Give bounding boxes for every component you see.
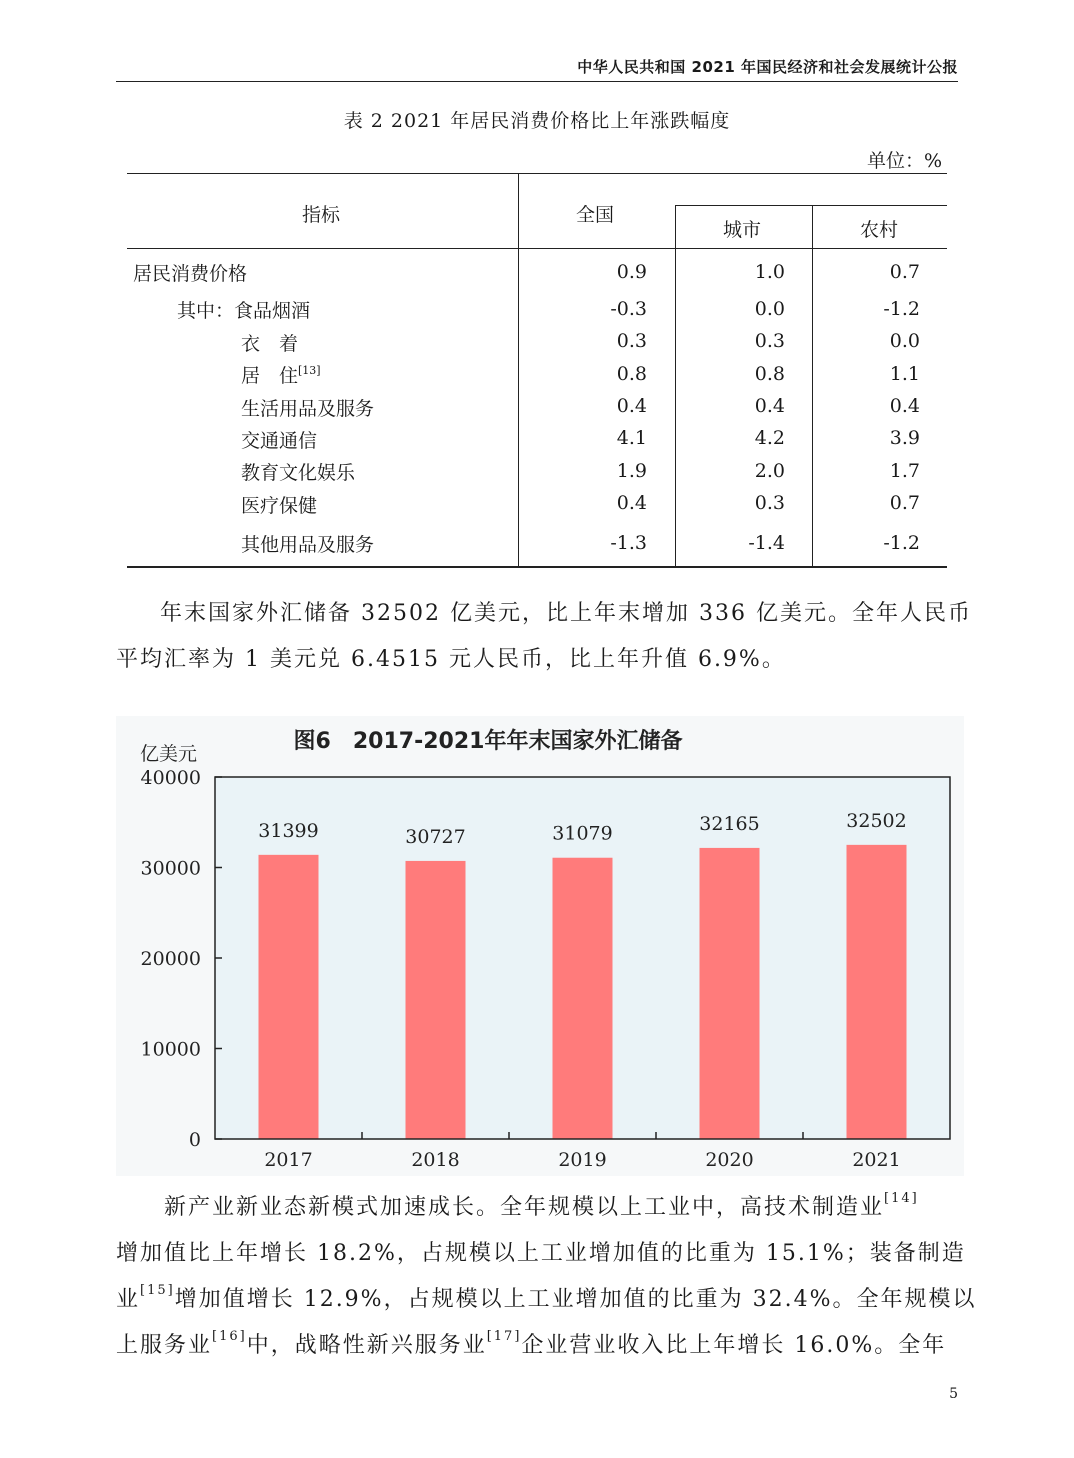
row-rural: 0.4	[889, 395, 920, 417]
header-indicator: 指标	[302, 204, 341, 226]
row-label: 交通通信	[241, 430, 318, 452]
paragraph-line: 增加值比上年增长 18.2%，占规模以上工业增加值的比重为 15.1%；装备制造	[116, 1241, 966, 1266]
table-unit: 单位：%	[866, 150, 942, 172]
y-tick-label: 40000	[140, 767, 201, 789]
footnote-ref: [15]	[140, 1283, 175, 1298]
bar-value-label: 32502	[846, 809, 907, 832]
y-tick-label: 20000	[140, 948, 201, 970]
row-urban: -1.4	[748, 532, 785, 554]
header-rule	[116, 81, 958, 82]
table-header-rule	[127, 248, 947, 249]
row-national: 0.4	[616, 395, 647, 417]
row-urban: 2.0	[754, 460, 785, 482]
row-rural: 0.0	[889, 330, 920, 352]
x-tick-label: 2018	[411, 1149, 460, 1171]
bar-value-label: 30727	[405, 825, 466, 848]
row-urban: 0.3	[754, 492, 785, 514]
row-rural: 0.7	[889, 492, 920, 514]
row-label: 居民消费价格	[133, 263, 248, 285]
row-urban: 4.2	[754, 427, 785, 449]
footnote-ref: [16]	[212, 1329, 247, 1344]
bar-2018	[406, 861, 466, 1139]
table-bottom-rule	[127, 566, 947, 568]
y-axis-label: 亿美元	[140, 743, 198, 765]
row-urban: 0.3	[754, 330, 785, 352]
row-national: 0.8	[616, 363, 647, 385]
paragraph-line: 平均汇率为 1 美元兑 6.4515 元人民币，比上年升值 6.9%。	[116, 647, 786, 672]
bar-2020	[700, 848, 760, 1139]
y-tick-label: 10000	[140, 1038, 201, 1061]
paragraph-line: 业[15]增加值增长 12.9%，占规模以上工业增加值的比重为 32.4%。全年规模以	[116, 1283, 977, 1312]
x-tick-label: 2019	[558, 1149, 607, 1171]
bar-2019	[553, 858, 613, 1139]
header-national: 全国	[576, 204, 615, 226]
row-rural: 1.7	[889, 460, 920, 482]
row-rural: 0.7	[889, 261, 920, 283]
cpi-table	[127, 173, 947, 568]
paragraph-line: 上服务业[16]中，战略性新兴服务业[17]企业营业收入比上年增长 16.0%。全年	[116, 1329, 947, 1358]
table-title: 表 2 2021 年居民消费价格比上年涨跌幅度	[343, 110, 731, 132]
table-top-rule	[127, 173, 947, 174]
footnote-ref: [14]	[884, 1191, 919, 1206]
row-label: 其中：食品烟酒	[177, 300, 311, 322]
x-tick-label: 2017	[264, 1149, 313, 1171]
header-rural: 农村	[860, 219, 899, 241]
forex-reserves-chart	[116, 716, 964, 1176]
bar-value-label: 32165	[699, 812, 760, 835]
row-rural: 3.9	[889, 427, 920, 449]
y-tick-label: 30000	[140, 857, 201, 880]
paragraph-new-industries	[116, 1185, 977, 1369]
row-national: 1.9	[616, 460, 647, 482]
row-national: 0.4	[616, 492, 647, 514]
row-national: 0.9	[616, 261, 647, 283]
x-tick-label: 2021	[852, 1149, 901, 1171]
row-label: 医疗保健	[241, 495, 318, 517]
bar-value-label: 31079	[552, 822, 613, 845]
row-label: 居 住[13]	[241, 364, 321, 387]
row-rural: -1.2	[883, 298, 920, 320]
row-national: -0.3	[610, 298, 647, 320]
page-number: 5	[949, 1386, 958, 1402]
row-urban: 0.4	[754, 395, 785, 417]
row-label: 生活用品及服务	[241, 398, 375, 420]
bar-2017	[259, 855, 319, 1139]
row-urban: 0.0	[754, 298, 785, 320]
row-label: 衣 着	[241, 333, 299, 355]
y-tick-label: 0	[188, 1129, 201, 1151]
row-label: 其他用品及服务	[241, 534, 375, 556]
footnote-ref: [17]	[486, 1329, 522, 1344]
bar-value-label: 31399	[258, 819, 319, 842]
row-rural: 1.1	[889, 363, 920, 385]
chart-canvas	[116, 716, 964, 1176]
paragraph-line: 新产业新业态新模式加速成长。全年规模以上工业中，高技术制造业[14]	[164, 1191, 919, 1220]
row-urban: 0.8	[754, 363, 785, 385]
running-header-title: 中华人民共和国 2021 年国民经济和社会发展统计公报	[577, 58, 958, 76]
row-national: 4.1	[616, 427, 647, 449]
paragraph-line: 年末国家外汇储备 32502 亿美元，比上年末增加 336 亿美元。全年人民币	[160, 601, 972, 626]
header-urban: 城市	[723, 219, 762, 241]
chart-title: 图6 2017-2021年年末国家外汇储备	[293, 729, 683, 754]
row-national: -1.3	[610, 532, 647, 554]
table-vline-1	[518, 173, 519, 567]
x-tick-label: 2020	[705, 1149, 754, 1171]
row-rural: -1.2	[883, 532, 920, 554]
footnote-ref: [13]	[298, 364, 321, 377]
bar-2021	[847, 845, 907, 1139]
table-subheader-rule	[675, 205, 947, 206]
row-label: 教育文化娱乐	[241, 462, 356, 484]
row-national: 0.3	[616, 330, 647, 352]
row-urban: 1.0	[754, 261, 785, 283]
paragraph-forex	[116, 591, 972, 683]
